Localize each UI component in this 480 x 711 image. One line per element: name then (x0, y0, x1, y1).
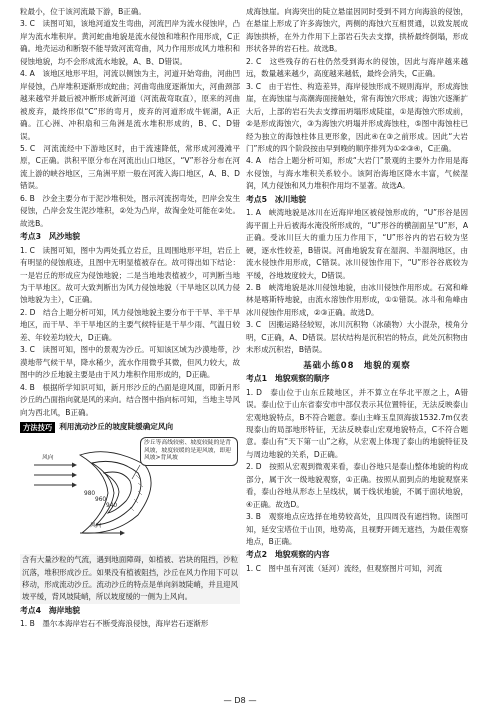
contour-label: 960 (95, 497, 107, 504)
answer-paragraph: 4. B 根据所学知识可知，新月形沙丘的凸面是迎风面，即新月形沙丘的凸面指向就是风的来向。结合图中指向标可知，当地主导风向为西北风，B正确。 (20, 382, 240, 417)
answer-paragraph: 1. B 墨尔本海岸岩石不断受海浪侵蚀，海岸岩石逐渐形 (20, 619, 209, 629)
answer-paragraph: 1. C 读图可知，图中为两处孤立岩丘，且周围地形平坦，岩丘上有明显的侵蚀痕迹，且图中无明显植被存在。故可得出如下结论：一是岩丘的形成应为侵蚀地貌；二是当地地表植被少，可判断当地为干旱地区。故可大致判断出为风力侵蚀地貌（干旱地区以风力侵蚀地貌为主），C正确。 (20, 245, 240, 305)
method-tip-label: 方法技巧 (20, 422, 55, 433)
left-column (20, 6, 240, 631)
answer-paragraph: 4. A 结合上题分析可知，形成“大岩门”景观的主要外力作用是海水侵蚀，与海水堆积关系较小。该阿治海地区降水丰富，气候湿润，风力侵蚀和风力堆积作用均不显著。故选A。 (246, 156, 468, 191)
section-heading: 考点5 冰川地貌 (246, 194, 307, 204)
drill-title: 基础小练08 地貌的观察 (303, 359, 411, 370)
answer-paragraph: 粒最小，位于该河流最下游，B正确。 (20, 7, 146, 16)
answer-paragraph: 4. A 该地区地形平坦，河流以侧蚀为主，河道开始弯曲，河曲凹岸侵蚀，凸岸堆积逐渐形成蛇曲；河曲弯曲度逐渐加大，河曲颈部越来越窄并最后被冲断形成新河道（河流裁弯取直），原来的河曲被废弃，最终形似“C”形的弯月，废弃的河道形成牛轭湖，A正确。江心洲、冲积扇和三角洲是流水堆积形成的，B、C、D错误。 (20, 69, 240, 141)
answer-paragraph: 3. B 观察地点应选择在地势较高处，且四周没有遮挡物。读图可知，延安宝塔位于山顶，地势高，且视野开阔无遮挡，为最佳观察地点，B正确。 (246, 512, 468, 547)
answer-paragraph: 6. B 沙金主要分布于泥沙堆积处，图示河流拐弯处，凹岸会发生侵蚀，凸岸会发生泥沙堆积，②处为凸岸，故淘金处可能在②处。故选B。 (20, 193, 240, 228)
answer-paragraph: 1. D 泰山位于山东丘陵地区，并不算立在华北平原之上，A错误。泰山位于山东省泰安市中部仅表示其位置特征，无法反映泰山宏观地貌特点，B不符合题意。泰山主峰玉皇顶海拔1532.7m仅表现泰山的局部地形特征，无法反映泰山宏观地貌特点，C不符合题意。泰山有“天下第一山”之称，从宏观上体现了泰山的地貌特征及与周边地貌的关系，D正确。 (246, 387, 468, 459)
answer-paragraph: 1. C 图中虽有河流（延河）流经，但观察图片可知，河流 (246, 563, 442, 573)
section-heading: 考点3 风沙地貌 (20, 232, 81, 242)
answer-paragraph: 成海蚀崖。向海突出的陡立悬崖因同时受到不同方向海浪的侵蚀，在悬崖上形成了许多海蚀穴，两侧的海蚀穴互相贯通，以致发展成海蚀拱桥，在外力作用下上部岩石失去支撑，拱桥最终倒塌，形成形状各异的岩石柱。故选B。 (246, 7, 468, 54)
wind-direction-label: 风向 (42, 455, 54, 462)
answer-paragraph: 1. A 峡湾地貌是冰川在近海岸地区被侵蚀形成的，“U”形谷是因海平面上升后被海水淹没所形成的，“U”形谷的横剖面呈“U”形，A正确。受冰川巨大的重力压力作用下，“U”形谷内的岩石较为坚硬，逐水性较差，B错误。河曲地貌发育在湿润、半湿润地区，由流水侵蚀作用形成，C错误。冰川侵蚀作用下，“U”形谷谷底较为平缓，谷地坡度较大，D错误。 (246, 208, 468, 280)
sand-dune-figure (20, 435, 240, 551)
answer-paragraph: 5. C 河流流经中下游地区时，由于流速降低，常形成河漫滩平原，C正确。洪积平原分布在河流出山口地区，“V”形谷分布在河流上游的峡谷地区，三角洲平原一般在河流入海口地区，A、B、D错误。 (20, 143, 240, 191)
section-heading: 考点1 地貌观察的顺序 (246, 374, 330, 384)
figure-callout: 沙丘等高线较密、坡度较陡的是背风坡，坡度较缓的是迎风坡，即迎风坡>背风坡 (140, 437, 238, 465)
tip-summary: 含有大量沙粒的气流，遇到地面障碍，如植被、岩块的阻挡，沙粒沉落，堆积形成沙丘。如果没有植被阻挡，沙丘在风力作用下可以移动，形成流动沙丘。流动沙丘的特点是单向斜坡陡峭，并且迎风坡平缓，背风坡陡峭，所以坡度缓的一侧为上风向。 (20, 554, 240, 603)
answer-paragraph: 3. C 由于岩性、构造差异，海岸侵蚀形成不规则海岸，形成海蚀崖，在海蚀崖与高潮海面接触处，常有海蚀穴形成；海蚀穴逐渐扩大后，上部的岩石失去支撑而坍塌形成陡崖，①是海蚀穴形成前，②是形成海蚀穴，③为海蚀穴坍塌并形成海蚀柱，⑤图中海蚀柱已经为独立的海蚀柱体且更形象，因此④在③之前形成。因此“大岩门”形成的四个阶段按由早到晚的顺序排列为①②③④，C正确。 (246, 81, 468, 153)
method-tip-bar (20, 421, 240, 433)
answer-paragraph: 3. C 因搬运路径较短，冰川沉积物（冰碛物）大小混杂，棱角分明，C正确，A、D错误。层状结构是沉积岩的特点，此处沉积物由未形成沉积岩，B错误。 (246, 320, 468, 355)
method-tip-title: 利用流动沙丘的坡度陡缓确定风向 (59, 421, 174, 431)
answer-paragraph: 3. C 读图可知，图中的景观为沙丘。可知该区域为沙漠地带，沙漠地带气候干旱，降水稀少，流水作用微乎其微，但风力较大，故图中的沙丘地貌主要是由于风力堆积作用形成的，D正确。 (20, 345, 240, 380)
answer-paragraph: 3. C 读图可知，该地河道发生弯曲，河流凹岸为流水侵蚀岸，凸岸为流水堆积岸。黄河蛇曲地貌是流水侵蚀和堆积作用形成，C正确。地壳运动和断裂不能导致河流弯曲，风力作用形成风力堆积和侵蚀地貌，均不会形成流水地貌，A、B、D错误。 (20, 19, 240, 66)
answer-paragraph: 2. C 这些残存的石柱仍然受到海水的侵蚀，因此与海岸越来越远，数量越来越少，高度越来越低，最终会消失，C正确。 (246, 56, 468, 79)
section-heading: 考点4 海岸地貌 (20, 605, 81, 615)
contour-label: 940 (106, 503, 118, 510)
callout-pointer (132, 465, 140, 479)
section-heading: 考点2 地貌观察的内容 (246, 550, 330, 560)
answer-paragraph: 2. D 按照从宏观到微观来看，泰山谷地只是泰山整体地貌的构成部分，属于次一级地貌观察，①正确。按照从面到点的地貌观察来看，泰山谷地从形态上呈线状，属于线状地貌，不属于面状地貌，④正确。故选D。 (246, 462, 468, 509)
page-number: — D8 — (223, 695, 257, 705)
wind-direction-label: 风向 (90, 523, 102, 530)
right-column (246, 6, 468, 575)
answer-paragraph: 2. B 峡湾地貌是冰川侵蚀地貌，由冰川侵蚀作用形成。石窝和峰林是喀斯特地貌，由流水溶蚀作用形成，①①错误。冰斗和角峰由冰川侵蚀作用形成，②③正确。故选D。 (246, 282, 468, 317)
answer-paragraph: 2. D 结合上题分析可知，风力侵蚀地貌主要分布于干旱、半干旱地区，而干旱、半干旱地区的主要气候特征是干旱少雨、气温日较差、年较差均较大，D正确。 (20, 307, 240, 342)
contour-label: 980 (84, 491, 96, 498)
